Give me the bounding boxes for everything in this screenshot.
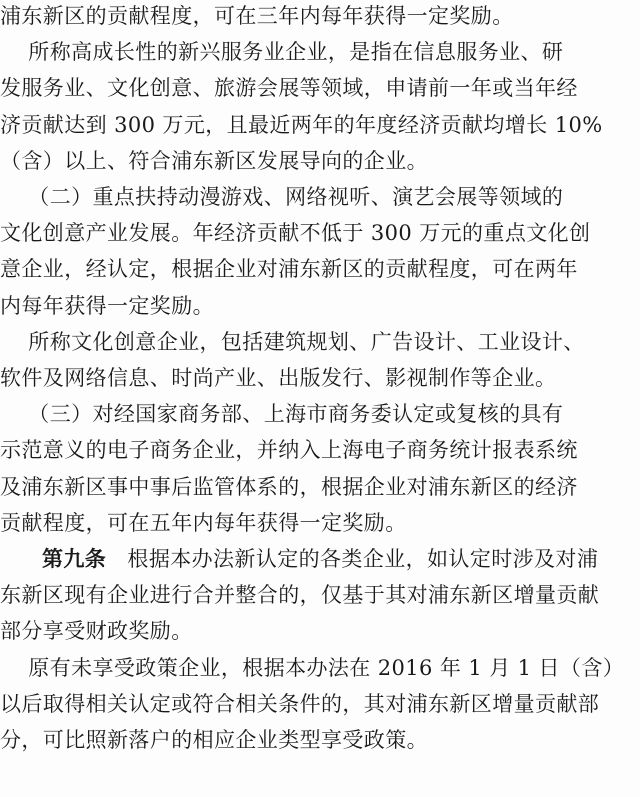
text-line: （二）重点扶持动漫游戏、网络视听、演艺会展等领域的	[0, 185, 564, 209]
text-line: 分，可比照新落户的相应企业类型享受政策。	[0, 728, 428, 752]
text-line: 东新区现有企业进行合并整合的，仅基于其对浦东新区增量贡献	[0, 583, 600, 608]
text-line: 及浦东新区事中事后监管体系的，根据企业对浦东新区的经济	[0, 474, 578, 499]
text-line: 贡献程度，可在五年内每年获得一定奖励。	[0, 510, 407, 535]
text-line: 内每年获得一定奖励。	[0, 293, 214, 318]
text-line: 意企业，经认定，根据企业对浦东新区的贡献程度，可在两年	[0, 257, 578, 282]
text-line: （含）以上、符合浦东新区发展导向的企业。	[0, 148, 428, 173]
text-line: 所称文化创意企业，包括建筑规划、广告设计、工业设计、	[0, 329, 585, 354]
text-line: 部分享受财政奖励。	[0, 619, 193, 644]
text-line: 浦东新区的贡献程度，可在三年内每年获得一定奖励。	[0, 4, 514, 28]
text-line: 示范意义的电子商务企业，并纳入上海电子商务统计报表系统	[0, 438, 578, 463]
text-line: 所称高成长性的新兴服务业企业，是指在信息服务业、研	[0, 40, 564, 65]
text-line: 济贡献达到 300 万元，且最近两年的年度经济贡献均增长 10%	[0, 112, 603, 137]
text-line: 根据本办法新认定的各类企业，如认定时涉及对浦	[106, 547, 599, 571]
text-line: 原有未享受政策企业，根据本办法在 2016 年 1 月 1 日（含）	[0, 655, 625, 680]
text-line: 以后取得相关认定或符合相关条件的，其对浦东新区增量贡献部	[0, 691, 600, 716]
text-line: 发服务业、文化创意、旅游会展等领域，申请前一年或当年经	[0, 76, 578, 101]
text-line: 软件及网络信息、时尚产业、出版发行、影视制作等企业。	[0, 366, 557, 390]
text-line: （三）对经国家商务部、上海市商务委认定或复核的具有	[0, 402, 564, 427]
text-line: 文化创意产业发展。年经济贡献不低于 300 万元的重点文化创	[0, 221, 591, 246]
article-line	[42, 547, 598, 571]
article-label: 第九条	[42, 547, 107, 571]
